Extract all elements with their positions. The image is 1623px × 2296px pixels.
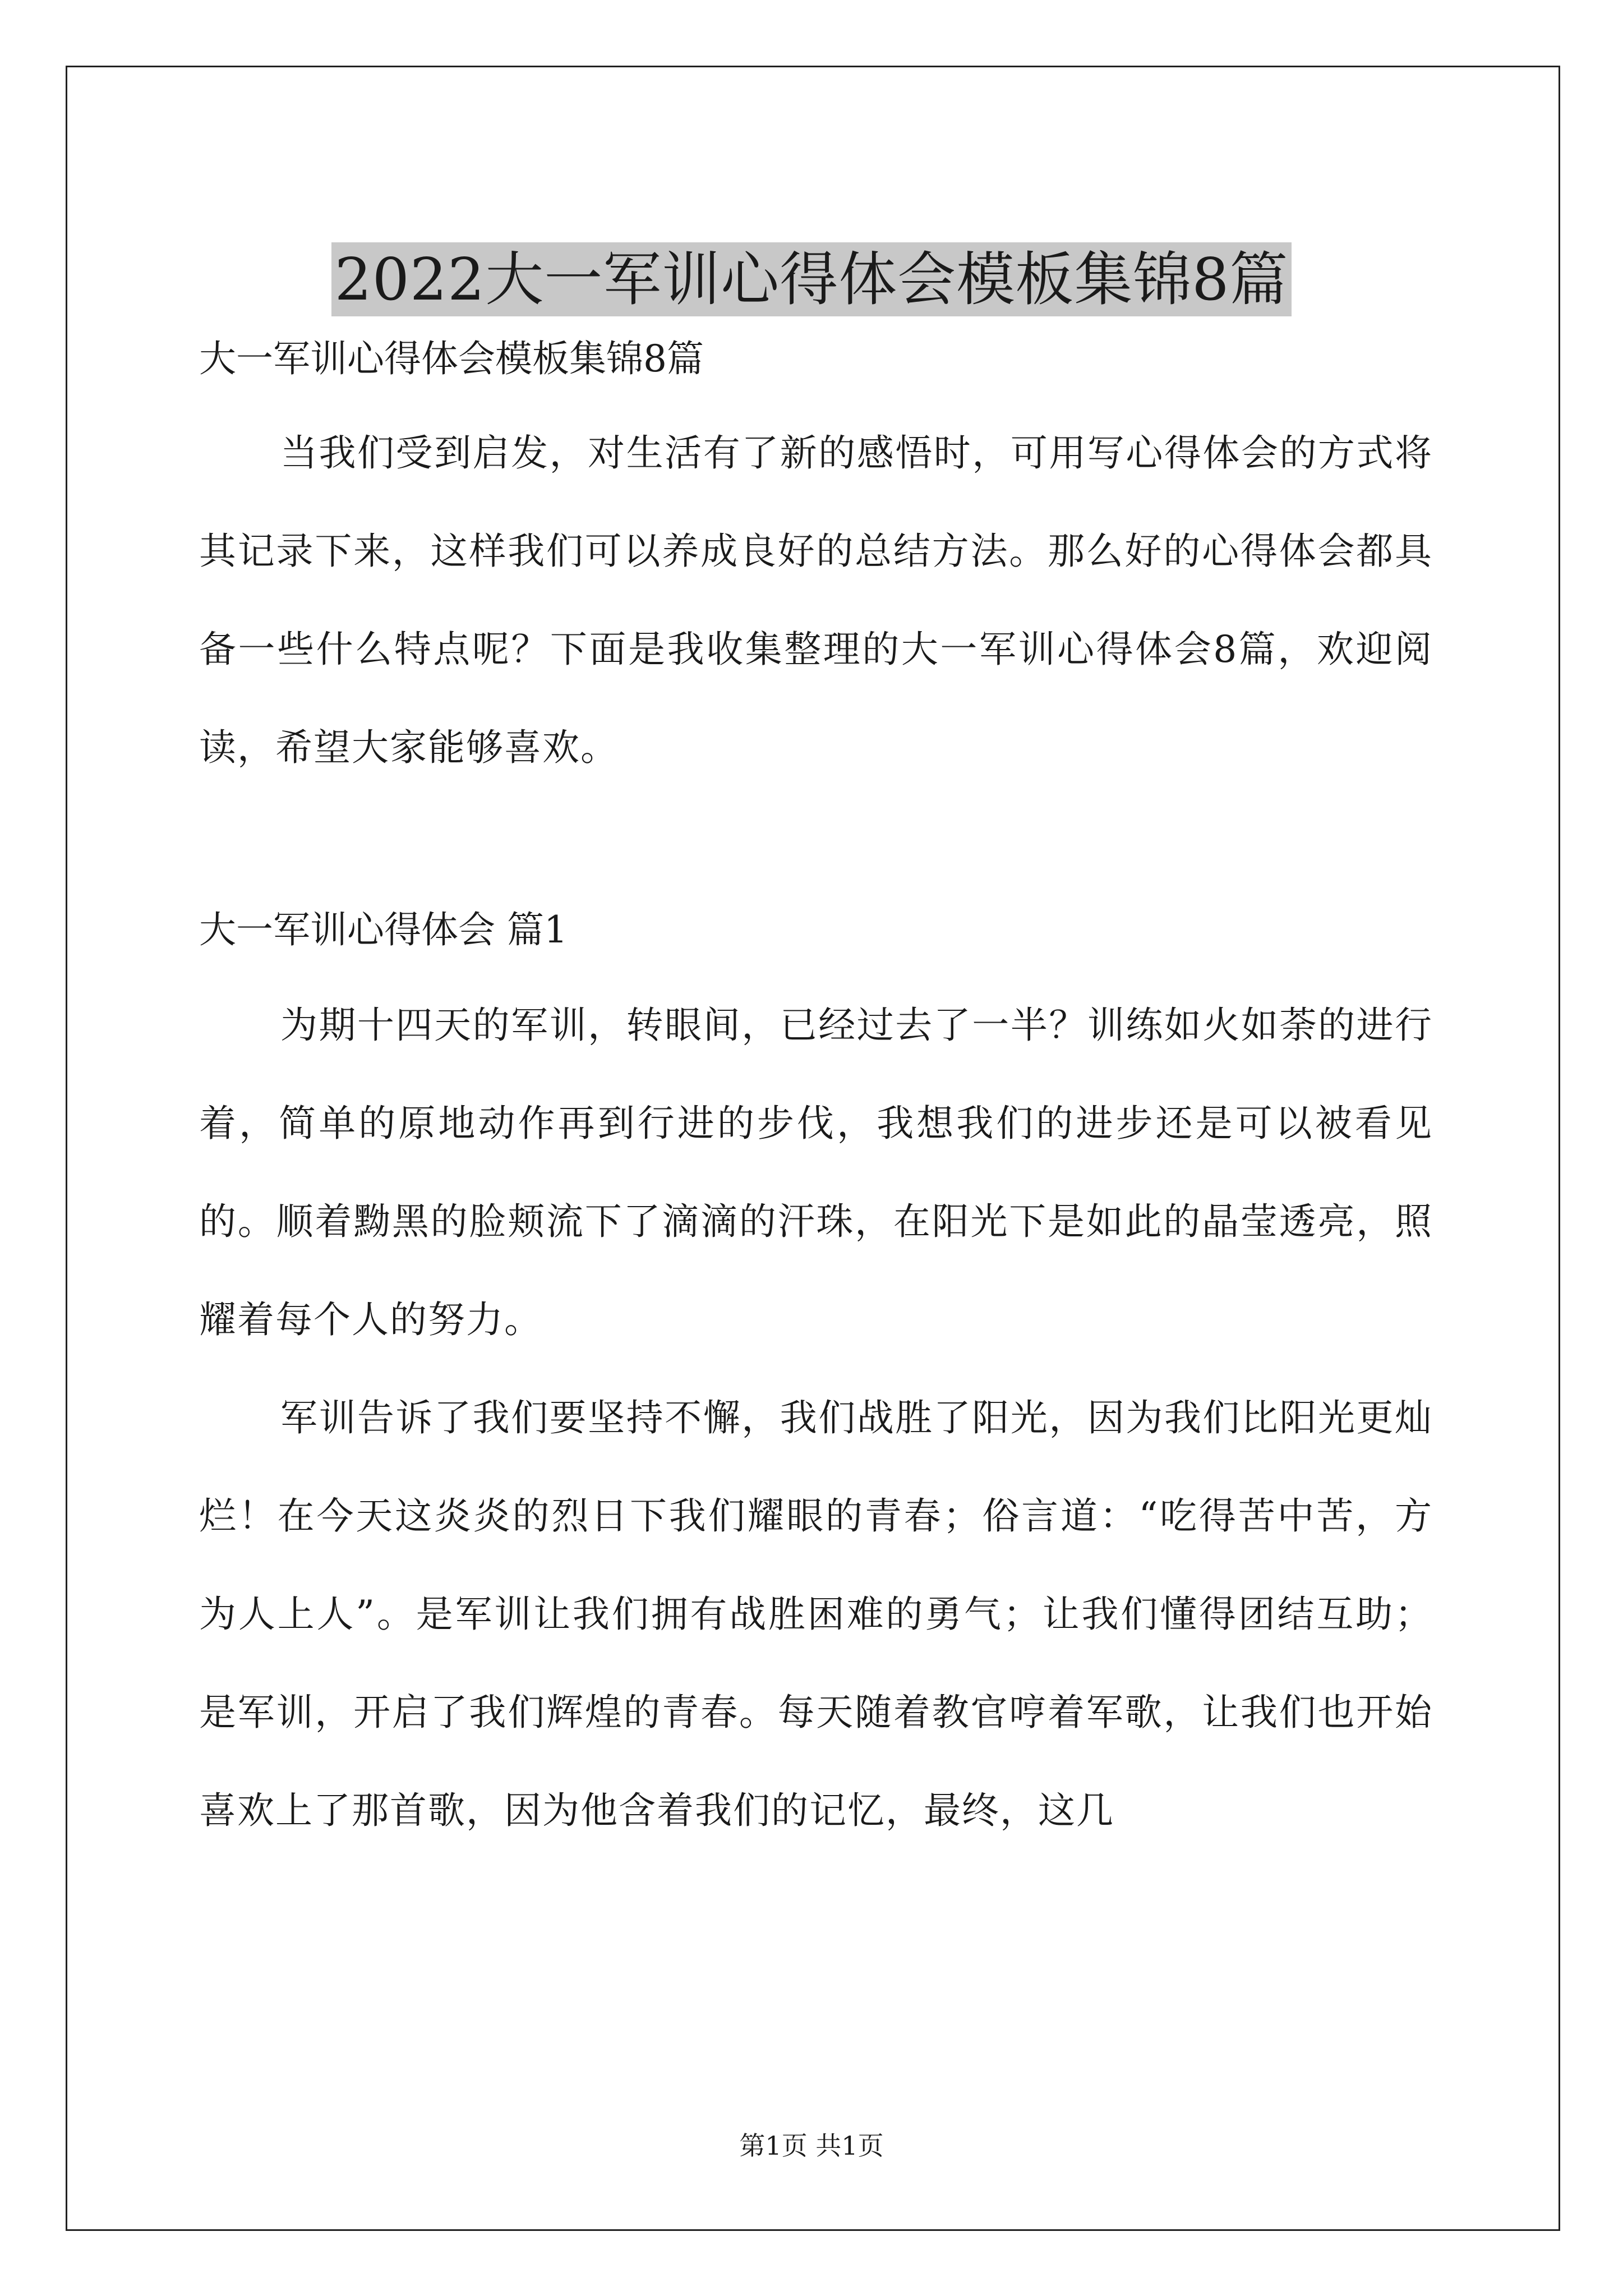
document-title: 2022大一军训心得体会模板集锦8篇 xyxy=(331,242,1292,316)
intro-section xyxy=(199,404,1433,797)
section-body xyxy=(199,976,1433,1860)
page-footer: 第1页 共1页 xyxy=(739,2131,884,2161)
body-paragraph: 为期十四天的军训，转眼间，已经过去了一半？训练如火如荼的进行着，简单的原地动作再到行进的步伐，我想我们的进步还是可以被看见的。顺着黝黑的脸颊流下了滴滴的汗珠，在阳光下是如此的晶莹透亮，照耀着每个人的努力。 xyxy=(199,1004,1433,1341)
intro-paragraph: 当我们受到启发，对生活有了新的感悟时，可用写心得体会的方式将其记录下来，这样我们可以养成良好的总结方法。那么好的心得体会都具备一些什么特点呢？下面是我收集整理的大一军训心得体会8篇，欢迎阅读，希望大家能够喜欢。 xyxy=(199,431,1433,769)
body-paragraph: 军训告诉了我们要坚持不懈，我们战胜了阳光，因为我们比阳光更灿烂！在今天这炎炎的烈日下我们耀眼的青春；俗言道：“吃得苦中苦，方为人上人”。是军训让我们拥有战胜困难的勇气；让我们懂得团结互助；是军训，开启了我们辉煌的青春。每天随着教官哼着军歌，让我们也开始喜欢上了那首歌，因为他含着我们的记忆，最终，这几 xyxy=(199,1396,1433,1832)
document-subtitle: 大一军训心得体会模板集锦8篇 xyxy=(199,337,704,380)
document-body xyxy=(199,314,1433,1860)
section-heading: 大一军训心得体会 篇1 xyxy=(199,908,568,951)
